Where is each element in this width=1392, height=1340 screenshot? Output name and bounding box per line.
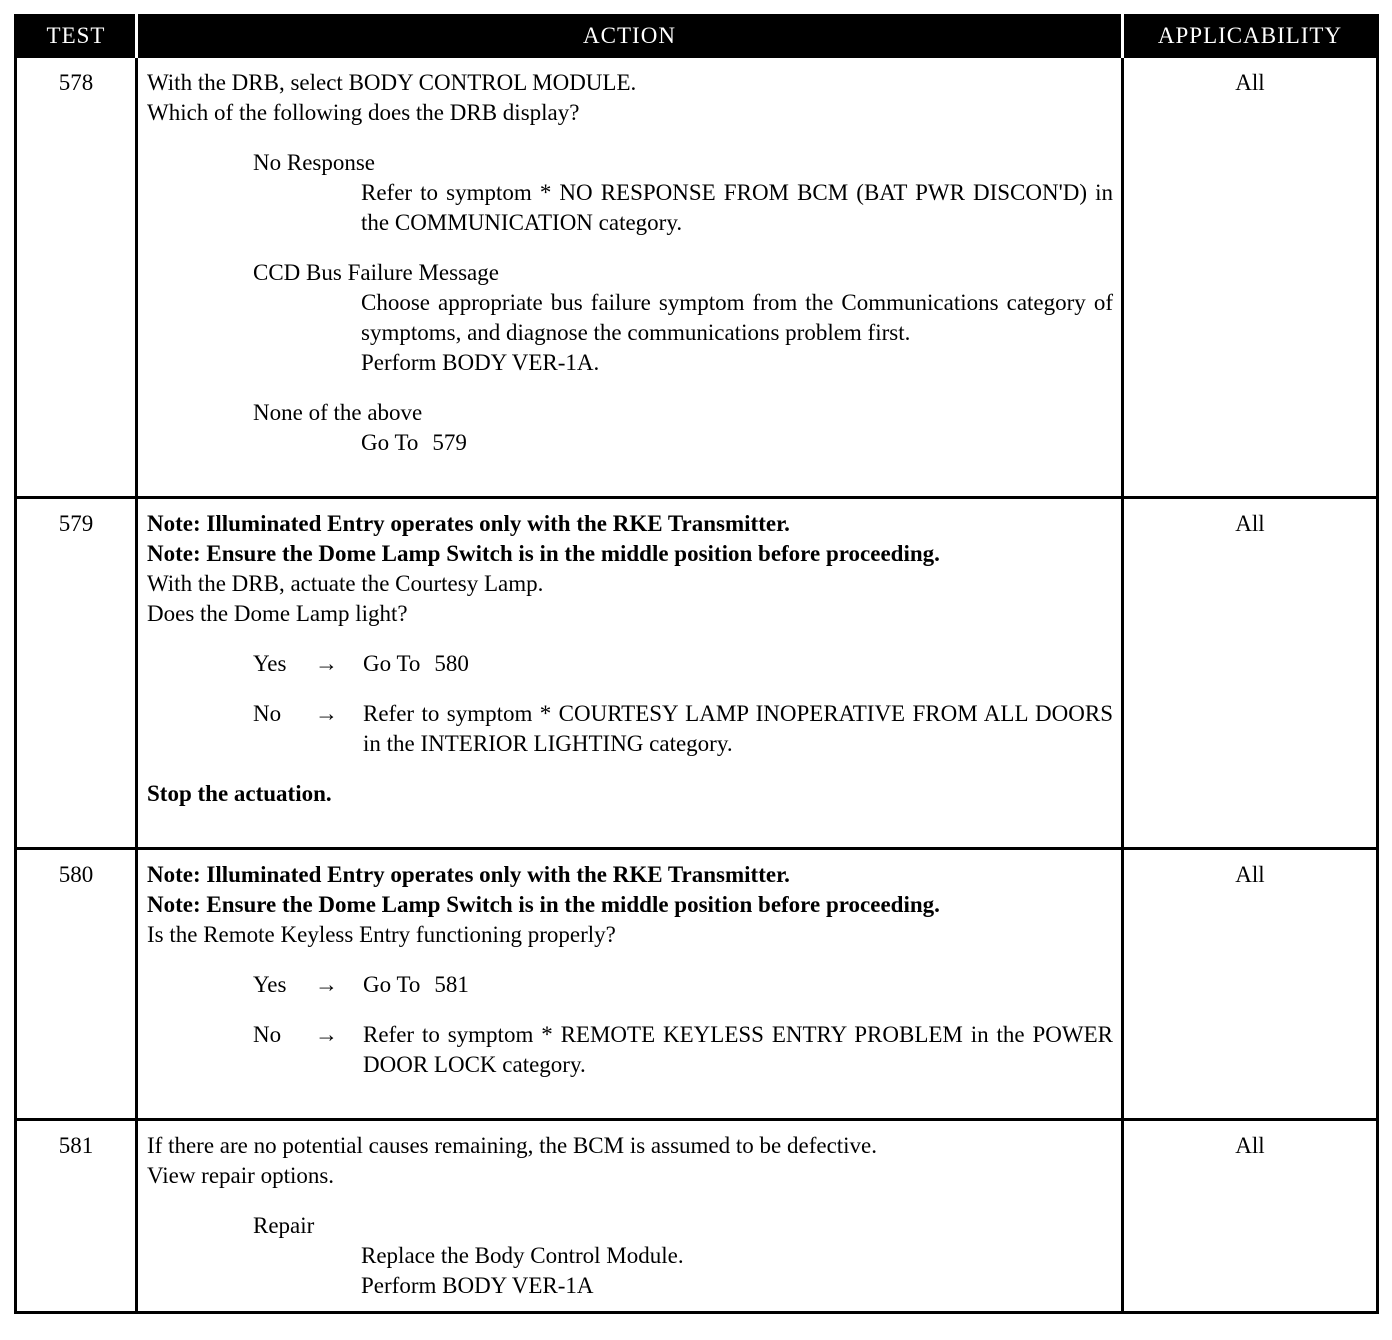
goto-number: 580 [434,651,469,676]
note-line: Note: Ensure the Dome Lamp Switch is in the middle position before proceeding. [147,892,940,917]
diagnostic-procedure-page [14,14,1376,1314]
no-label: No [253,1022,282,1047]
action-line: With the DRB, select BODY CONTROL MODULE. [147,70,637,95]
yes-label: Yes [253,651,287,676]
option-label: No Response [253,150,376,175]
arrow-icon: → [315,701,338,726]
test-number: 581 [16,1120,137,1313]
test-number: 580 [16,849,137,1120]
test-number: 579 [16,498,137,849]
repair-line: Perform BODY VER-1A [361,1273,594,1298]
option-text: Refer to symptom * NO RESPONSE FROM BCM (BAT PWR DISCON'D) in the COMMUNICATION category. [361,180,1113,235]
action-line: With the DRB, actuate the Courtesy Lamp. [147,571,544,596]
no-result: Refer to symptom * COURTESY LAMP INOPERATIVE FROM ALL DOORS in the INTERIOR LIGHTING category. [363,701,1113,756]
no-branch [253,699,1113,759]
table-header-row [16,16,1378,57]
yes-label: Yes [253,972,287,997]
arrow-icon: → [315,1022,338,1047]
action-cell [137,498,1123,849]
header-action: ACTION [137,16,1123,57]
note-line: Note: Illuminated Entry operates only with the RKE Transmitter. [147,511,790,536]
note-line: Note: Ensure the Dome Lamp Switch is in the middle position before proceeding. [147,541,940,566]
header-test: TEST [16,16,137,57]
table-row-578 [16,57,1378,498]
test-number: 578 [16,57,137,498]
yes-result [363,649,1113,679]
repair-line: Replace the Body Control Module. [361,1243,684,1268]
applicability-value: All [1123,498,1378,849]
header-applicability: APPLICABILITY [1123,16,1378,57]
yes-result [363,970,1113,1000]
diagnostic-test-table [14,14,1379,1314]
goto-label: Go To [363,651,421,676]
arrow-icon: → [315,651,338,676]
no-branch [253,1020,1113,1080]
applicability-value: All [1123,57,1378,498]
goto-label: Go To [363,972,421,997]
no-label: No [253,701,282,726]
goto-label: Go To [361,430,419,455]
action-line: If there are no potential causes remaining, the BCM is assumed to be defective. [147,1133,878,1158]
arrow-icon: → [315,972,338,997]
goto-number: 579 [432,430,467,455]
option-text: Perform BODY VER-1A. [361,350,600,375]
table-row-579 [16,498,1378,849]
action-line: Which of the following does the DRB display? [147,100,580,125]
option-text: Choose appropriate bus failure symptom from the Communications category of symptoms, and diagnose the communications problem first. [361,290,1113,345]
option-label: CCD Bus Failure Message [253,260,499,285]
action-cell [137,1120,1123,1313]
action-cell [137,57,1123,498]
yes-branch [253,970,1113,1000]
goto-number: 581 [434,972,469,997]
yes-branch [253,649,1113,679]
action-line: Does the Dome Lamp light? [147,601,408,626]
option-label: None of the above [253,400,423,425]
applicability-value: All [1123,1120,1378,1313]
goto-line [361,428,1113,458]
final-instruction: Stop the actuation. [147,781,332,806]
action-cell [137,849,1123,1120]
applicability-value: All [1123,849,1378,1120]
note-line: Note: Illuminated Entry operates only with the RKE Transmitter. [147,862,790,887]
repair-label: Repair [253,1213,315,1238]
table-row-580 [16,849,1378,1120]
action-line: Is the Remote Keyless Entry functioning properly? [147,922,616,947]
no-result: Refer to symptom * REMOTE KEYLESS ENTRY PROBLEM in the POWER DOOR LOCK category. [363,1022,1113,1077]
action-line: View repair options. [147,1163,335,1188]
table-row-581 [16,1120,1378,1313]
